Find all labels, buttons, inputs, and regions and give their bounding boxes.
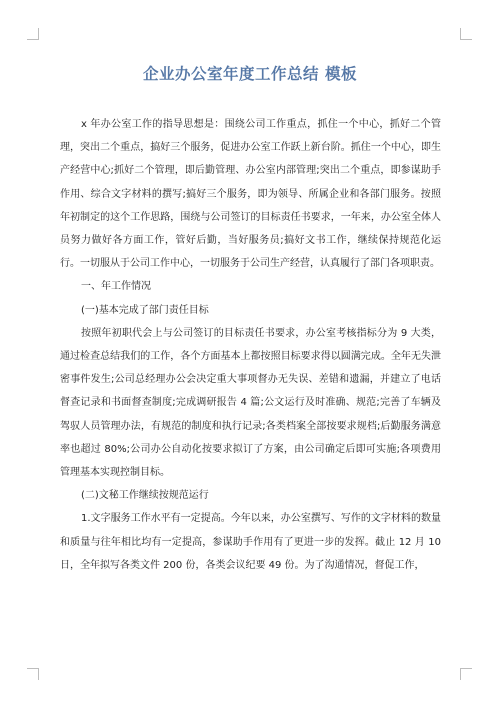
crop-mark-bottom-right (460, 668, 472, 680)
crop-mark-top-left (27, 28, 39, 40)
document-body (60, 113, 441, 577)
crop-mark-bottom-left (27, 668, 39, 680)
paragraph-guiding-idea: x 年办公室工作的指导思想是：围绕公司工作重点，抓住一个中心，抓好二个管理，突出二个重点，搞好三个服务，促进办公室工作跃上新台阶。抓住一个中心，即生产经营中心;抓好二个管理，即后勤管理、办公室内部管理;突出二个重点，即参谋助手作用、综合文字材料的撰写;搞好三个服务，即为领导、所属企业和各部门服务。按照年初制定的这个工作思路，围绕与公司签订的目标责任书要求，一年来，办公室全体人员努力做好各方面工作，管好后勤，当好服务员;搞好文书工作，继续保持规范化运行。一切服从于公司工作中心，一切服务于公司生产经营，认真履行了部门各项职责。 (60, 119, 441, 270)
document-title: 企业办公室年度工作总结 模板 (143, 65, 357, 83)
section-heading-annual-work: 一、年工作情况 (81, 281, 151, 293)
crop-mark-top-right (460, 28, 472, 40)
paragraph-targets: 按照年初职代会上与公司签订的目标责任书要求，办公室考核指标分为 9 大类，通过检查总结我们的工作，各个方面基本上都按照目标要求得以圆满完成。全年无失泄密事件发生;公司总经理办公会决定重大事项督办无失误、差错和遗漏，并建立了电话督查记录和书面督查制度;完成调研报告 4 篇;公文运行及时准确、规范;完善了车辆及驾驭人员管理办法，有规范的制度和执行记录;各类档案全部按要求规档;后勤服务满意率也超过 80%;公司办公自动化按要求拟订了方案，由公司确定后即可实施;各项费用管理基本实现控制目标。 (60, 327, 441, 479)
subsection-heading-secretarial: (二)文秘工作继续按规范运行 (81, 490, 209, 502)
subsection-heading-targets: (一)基本完成了部门责任目标 (81, 304, 209, 316)
paragraph-writing-service: 1.文字服务工作水平有一定提高。今年以来，办公室撰写、写作的文字材料的数量和质量与往年相比均有一定提高，参谋助手作用有了更进一步的发挥。截止 12 月 10 日，全年拟写各类文件 200 份，各类会议纪要 49 份。为了沟通情况，督促工作， (60, 513, 441, 571)
